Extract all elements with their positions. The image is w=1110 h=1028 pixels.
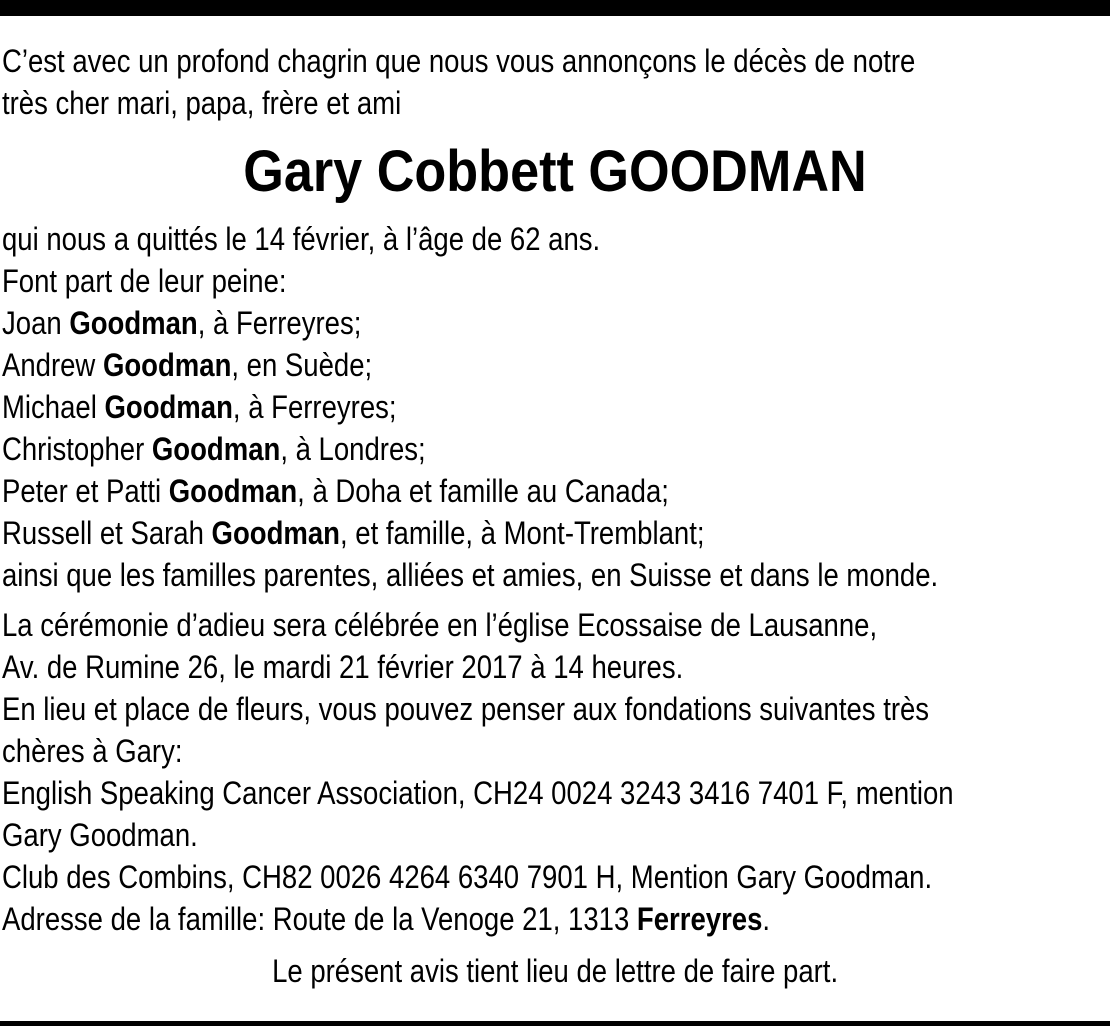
obituary-notice bbox=[2, 40, 1108, 992]
mourner-item bbox=[2, 470, 953, 512]
mourner-surname: Goodman bbox=[69, 305, 198, 341]
closing-note bbox=[2, 950, 1108, 992]
intro-line-1: C’est avec un profond chagrin que nous vous annonçons le décès de notre bbox=[2, 43, 916, 79]
mourner-given-name: Peter et Patti bbox=[2, 473, 162, 509]
mourner-given-name: Andrew bbox=[2, 347, 96, 383]
mourner-item bbox=[2, 386, 953, 428]
mourner-item bbox=[2, 428, 953, 470]
family-address-town: Ferreyres bbox=[636, 901, 763, 937]
mourner-given-name: Christopher bbox=[2, 431, 145, 467]
mourner-place: , à Doha et famille au Canada; bbox=[297, 473, 669, 509]
donations-line-3: English Speaking Cancer Association, CH24 0024 3243 3416 7401 F, mention bbox=[2, 775, 954, 811]
family-address-suffix: . bbox=[762, 901, 771, 937]
mourners-list bbox=[2, 302, 1108, 554]
passing-line: qui nous a quittés le 14 février, à l’âge de 62 ans. bbox=[2, 221, 601, 257]
ceremony-line-1: La cérémonie d’adieu sera célébrée en l’église Ecossaise de Lausanne, bbox=[2, 607, 878, 643]
mourner-surname: Goodman bbox=[211, 515, 340, 551]
mourner-item bbox=[2, 344, 953, 386]
closing-note-text: Le présent avis tient lieu de lettre de faire part. bbox=[271, 953, 839, 989]
donations-line-5: Club des Combins, CH82 0026 4264 6340 7901 H, Mention Gary Goodman. bbox=[2, 859, 933, 895]
mourner-place: , à Londres; bbox=[280, 431, 426, 467]
mourner-item bbox=[2, 512, 953, 554]
mourner-place: , et famille, à Mont-Tremblant; bbox=[339, 515, 705, 551]
bottom-rule bbox=[0, 1021, 1110, 1026]
paragraph-gap bbox=[2, 596, 1108, 604]
mourner-surname: Goodman bbox=[104, 389, 233, 425]
family-address-prefix: Adresse de la famille: Route de la Venoge 21, 1313 bbox=[2, 901, 637, 937]
extended-family-line: ainsi que les familles parentes, alliées et amies, en Suisse et dans le monde. bbox=[2, 557, 939, 593]
donations-line-4: Gary Goodman. bbox=[2, 817, 198, 853]
mourner-given-name: Russell et Sarah bbox=[2, 515, 204, 551]
top-rule bbox=[0, 0, 1110, 16]
mourner-surname: Goodman bbox=[168, 473, 298, 509]
mourners-heading: Font part de leur peine: bbox=[2, 263, 287, 299]
mourner-place: , en Suède; bbox=[231, 347, 373, 383]
deceased-name: Gary Cobbett GOODMAN bbox=[243, 139, 867, 204]
mourner-surname: Goodman bbox=[102, 347, 232, 383]
mourner-given-name: Michael bbox=[2, 389, 97, 425]
donations-line-1: En lieu et place de fleurs, vous pouvez penser aux fondations suivantes très bbox=[2, 691, 930, 727]
mourner-place: , à Ferreyres; bbox=[197, 305, 362, 341]
mourner-given-name: Joan bbox=[2, 305, 62, 341]
mourner-surname: Goodman bbox=[151, 431, 281, 467]
mourner-item bbox=[2, 302, 953, 344]
family-address bbox=[2, 898, 953, 940]
intro-line-2: très cher mari, papa, frère et ami bbox=[2, 85, 402, 121]
ceremony-line-2: Av. de Rumine 26, le mardi 21 février 2017 à 14 heures. bbox=[2, 649, 684, 685]
donations-line-2: chères à Gary: bbox=[2, 733, 183, 769]
mourner-place: , à Ferreyres; bbox=[232, 389, 397, 425]
